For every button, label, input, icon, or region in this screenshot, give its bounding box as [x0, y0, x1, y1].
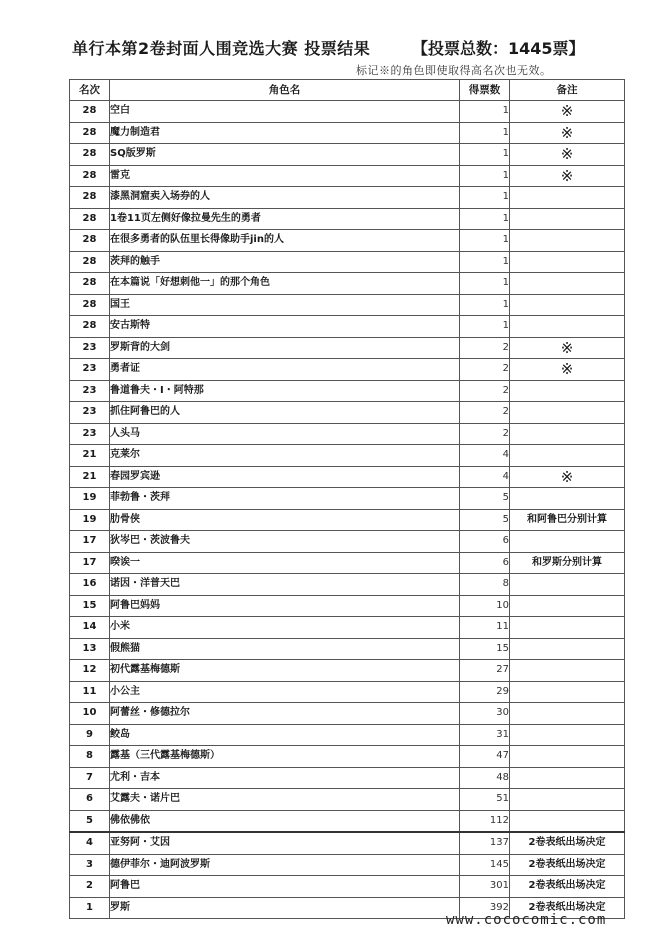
rank-cell: 28	[70, 294, 110, 316]
rank-cell: 23	[70, 337, 110, 359]
name-cell: 佛依佛依	[110, 810, 460, 832]
name-cell: 1卷11页左侧好像拉曼先生的勇者	[110, 208, 460, 230]
name-cell: 亚努阿・艾因	[110, 832, 460, 854]
votes-cell: 1	[460, 251, 510, 273]
table-row	[70, 767, 625, 789]
table-row	[70, 380, 625, 402]
rank-cell: 6	[70, 789, 110, 811]
remark-cell	[510, 187, 625, 209]
column-header-votes: 得票数	[460, 80, 510, 101]
remark-cell: ※	[510, 144, 625, 166]
name-cell: 诺因・洋普天巴	[110, 574, 460, 596]
name-cell: 罗斯	[110, 897, 460, 919]
rank-cell: 16	[70, 574, 110, 596]
rank-cell: 28	[70, 187, 110, 209]
rank-cell: 9	[70, 724, 110, 746]
table-row	[70, 187, 625, 209]
name-cell: 艾露夫・诺片巴	[110, 789, 460, 811]
table-row	[70, 445, 625, 467]
remark-cell	[510, 316, 625, 338]
rank-cell: 17	[70, 531, 110, 553]
rank-cell: 28	[70, 230, 110, 252]
name-cell: 漆黑洞窟卖入场券的人	[110, 187, 460, 209]
table-row	[70, 423, 625, 445]
table-row	[70, 660, 625, 682]
table-row	[70, 876, 625, 898]
remark-cell: 和罗斯分别计算	[510, 552, 625, 574]
votes-cell: 10	[460, 595, 510, 617]
rank-cell: 28	[70, 208, 110, 230]
name-cell: 阿鲁巴	[110, 876, 460, 898]
name-cell: 鲛岛	[110, 724, 460, 746]
votes-cell: 6	[460, 531, 510, 553]
table-row	[70, 230, 625, 252]
name-cell: 在本篇说「好想刺他一」的那个角色	[110, 273, 460, 295]
remark-cell: ※	[510, 466, 625, 488]
table-row	[70, 165, 625, 187]
table-row	[70, 359, 625, 381]
remark-cell	[510, 488, 625, 510]
name-cell: 在很多勇者的队伍里长得像助手jin的人	[110, 230, 460, 252]
rank-cell: 23	[70, 380, 110, 402]
votes-cell: 1	[460, 316, 510, 338]
votes-cell: 8	[460, 574, 510, 596]
remark-cell	[510, 531, 625, 553]
name-cell: 克莱尔	[110, 445, 460, 467]
rank-cell: 28	[70, 316, 110, 338]
rank-cell: 28	[70, 101, 110, 123]
name-cell: 小米	[110, 617, 460, 639]
votes-cell: 51	[460, 789, 510, 811]
rank-cell: 23	[70, 423, 110, 445]
remark-cell: 2卷表纸出场决定	[510, 832, 625, 854]
table-row	[70, 208, 625, 230]
rank-cell: 28	[70, 165, 110, 187]
table-row	[70, 294, 625, 316]
table-row	[70, 832, 625, 854]
site-watermark: www.cococomic.com	[446, 912, 607, 928]
remark-cell	[510, 294, 625, 316]
remark-cell: 2卷表纸出场决定	[510, 897, 625, 919]
name-cell: 罗斯背的大剑	[110, 337, 460, 359]
votes-cell: 29	[460, 681, 510, 703]
table-row	[70, 101, 625, 123]
votes-cell: 2	[460, 380, 510, 402]
rank-cell: 11	[70, 681, 110, 703]
table-row	[70, 531, 625, 553]
remark-cell	[510, 638, 625, 660]
remark-cell	[510, 402, 625, 424]
votes-cell: 1	[460, 165, 510, 187]
name-cell: 魔力制造君	[110, 122, 460, 144]
table-row	[70, 273, 625, 295]
table-row	[70, 509, 625, 531]
votes-cell: 1	[460, 187, 510, 209]
votes-cell: 47	[460, 746, 510, 768]
remark-cell	[510, 810, 625, 832]
votes-cell: 2	[460, 337, 510, 359]
remark-cell: ※	[510, 122, 625, 144]
name-cell: 狄岑巴・茨波鲁夫	[110, 531, 460, 553]
votes-cell: 1	[460, 144, 510, 166]
name-cell: 阿鲁巴妈妈	[110, 595, 460, 617]
votes-cell: 392	[460, 897, 510, 919]
votes-cell: 2	[460, 359, 510, 381]
table-row	[70, 488, 625, 510]
table-header-row	[70, 80, 625, 101]
table-row	[70, 574, 625, 596]
votes-cell: 1	[460, 208, 510, 230]
votes-cell: 145	[460, 854, 510, 876]
votes-cell: 2	[460, 402, 510, 424]
remark-cell	[510, 230, 625, 252]
table-row	[70, 789, 625, 811]
votes-cell: 1	[460, 230, 510, 252]
results-table	[69, 79, 625, 919]
rank-cell: 21	[70, 466, 110, 488]
votes-cell: 31	[460, 724, 510, 746]
votes-cell: 11	[460, 617, 510, 639]
remark-cell	[510, 724, 625, 746]
votes-cell: 48	[460, 767, 510, 789]
table-row	[70, 552, 625, 574]
rank-cell: 19	[70, 509, 110, 531]
name-cell: SQ版罗斯	[110, 144, 460, 166]
votes-cell: 4	[460, 466, 510, 488]
table-row	[70, 638, 625, 660]
rank-cell: 19	[70, 488, 110, 510]
rank-cell: 4	[70, 832, 110, 854]
mark-note: 标记※的角色即使取得高名次也无效。	[356, 64, 552, 77]
votes-cell: 27	[460, 660, 510, 682]
table-row	[70, 724, 625, 746]
rank-cell: 28	[70, 273, 110, 295]
remark-cell	[510, 703, 625, 725]
table-row	[70, 316, 625, 338]
rank-cell: 23	[70, 402, 110, 424]
column-header-rank: 名次	[70, 80, 110, 101]
rank-cell: 7	[70, 767, 110, 789]
remark-cell	[510, 423, 625, 445]
table-row	[70, 466, 625, 488]
rank-cell: 28	[70, 122, 110, 144]
table-row	[70, 144, 625, 166]
table-row	[70, 122, 625, 144]
rank-cell: 10	[70, 703, 110, 725]
name-cell: 德伊菲尔・迪阿波罗斯	[110, 854, 460, 876]
remark-cell: ※	[510, 101, 625, 123]
table-row	[70, 595, 625, 617]
rank-cell: 28	[70, 251, 110, 273]
votes-cell: 137	[460, 832, 510, 854]
table-row	[70, 337, 625, 359]
remark-cell	[510, 380, 625, 402]
name-cell: 露基（三代露基梅德斯）	[110, 746, 460, 768]
name-cell: 人头马	[110, 423, 460, 445]
column-header-remark: 备注	[510, 80, 625, 101]
name-cell: 肋骨侠	[110, 509, 460, 531]
votes-cell: 2	[460, 423, 510, 445]
name-cell: 阿蕾丝・修德拉尔	[110, 703, 460, 725]
remark-cell	[510, 273, 625, 295]
remark-cell: 和阿鲁巴分别计算	[510, 509, 625, 531]
column-header-name: 角色名	[110, 80, 460, 101]
remark-cell	[510, 660, 625, 682]
name-cell: 假熊猫	[110, 638, 460, 660]
remark-cell	[510, 574, 625, 596]
vote-total: 【投票总数：1445票】	[412, 39, 585, 58]
votes-cell: 1	[460, 273, 510, 295]
remark-cell	[510, 208, 625, 230]
remark-cell	[510, 746, 625, 768]
table-row	[70, 251, 625, 273]
rank-cell: 5	[70, 810, 110, 832]
rank-cell: 17	[70, 552, 110, 574]
name-cell: 安古斯特	[110, 316, 460, 338]
remark-cell: 2卷表纸出场决定	[510, 854, 625, 876]
votes-cell: 6	[460, 552, 510, 574]
table-row	[70, 617, 625, 639]
rank-cell: 28	[70, 144, 110, 166]
table-row	[70, 854, 625, 876]
remark-cell	[510, 681, 625, 703]
remark-cell	[510, 789, 625, 811]
rank-cell: 2	[70, 876, 110, 898]
table-row	[70, 703, 625, 725]
rank-cell: 21	[70, 445, 110, 467]
name-cell: 鲁道鲁夫・I・阿特那	[110, 380, 460, 402]
rank-cell: 8	[70, 746, 110, 768]
name-cell: 初代露基梅德斯	[110, 660, 460, 682]
name-cell: 茨拜的触手	[110, 251, 460, 273]
votes-cell: 15	[460, 638, 510, 660]
remark-cell	[510, 767, 625, 789]
votes-cell: 5	[460, 509, 510, 531]
rank-cell: 1	[70, 897, 110, 919]
votes-cell: 112	[460, 810, 510, 832]
name-cell: 空白	[110, 101, 460, 123]
votes-cell: 1	[460, 122, 510, 144]
name-cell: 暌诶一	[110, 552, 460, 574]
name-cell: 雷克	[110, 165, 460, 187]
page-title: 单行本第2卷封面人围竞选大赛 投票结果	[72, 39, 371, 58]
votes-cell: 1	[460, 101, 510, 123]
rank-cell: 23	[70, 359, 110, 381]
remark-cell	[510, 445, 625, 467]
votes-cell: 4	[460, 445, 510, 467]
name-cell: 勇者证	[110, 359, 460, 381]
rank-cell: 12	[70, 660, 110, 682]
votes-cell: 1	[460, 294, 510, 316]
name-cell: 小公主	[110, 681, 460, 703]
votes-cell: 30	[460, 703, 510, 725]
rank-cell: 13	[70, 638, 110, 660]
rank-cell: 15	[70, 595, 110, 617]
votes-cell: 5	[460, 488, 510, 510]
remark-cell: ※	[510, 359, 625, 381]
name-cell: 尤利・吉本	[110, 767, 460, 789]
name-cell: 春园罗宾逊	[110, 466, 460, 488]
votes-cell: 301	[460, 876, 510, 898]
table-row	[70, 402, 625, 424]
rank-cell: 3	[70, 854, 110, 876]
table-row	[70, 810, 625, 832]
table-row	[70, 746, 625, 768]
remark-cell: ※	[510, 337, 625, 359]
name-cell: 抓住阿鲁巴的人	[110, 402, 460, 424]
remark-cell: 2卷表纸出场决定	[510, 876, 625, 898]
remark-cell	[510, 617, 625, 639]
remark-cell	[510, 251, 625, 273]
remark-cell: ※	[510, 165, 625, 187]
table-row	[70, 681, 625, 703]
remark-cell	[510, 595, 625, 617]
rank-cell: 14	[70, 617, 110, 639]
name-cell: 国王	[110, 294, 460, 316]
table-body	[70, 101, 625, 919]
name-cell: 菲勃鲁・茨拜	[110, 488, 460, 510]
